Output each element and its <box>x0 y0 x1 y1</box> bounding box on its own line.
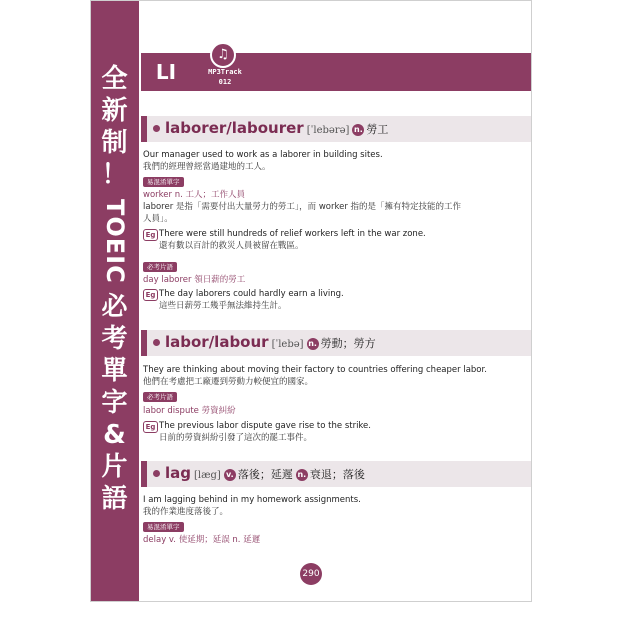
spine-char: ！ <box>101 160 129 190</box>
spine-title <box>93 63 137 515</box>
part-of-speech-badge: n. <box>354 125 363 134</box>
spine-char: 制 <box>101 128 129 158</box>
example-sentence-zh: 我們的經理曾經當過建地的工人。 <box>143 162 271 172</box>
example-badge: Eg <box>143 229 158 241</box>
entry-header-lag <box>141 461 531 487</box>
example-sentence-en: The day laborers could hardly earn a living. <box>159 289 344 299</box>
part-of-speech-badge: n. <box>308 339 317 348</box>
headword <box>165 333 376 351</box>
bullet-icon <box>153 339 160 346</box>
mp3-track-number: 012 <box>218 78 232 86</box>
section-label: LI <box>155 60 177 84</box>
headword-text: labor/labour <box>165 333 269 351</box>
example-badge: Eg <box>143 289 158 301</box>
synonym-tag: 易混淆單字 <box>143 522 184 532</box>
usage-note-line: 人員」。 <box>143 214 173 224</box>
spine-char: 片 <box>101 452 129 482</box>
synonym-tag: 易混淆單字 <box>143 177 184 187</box>
spine-char: 考 <box>101 324 129 354</box>
headword <box>165 119 388 137</box>
headword-text: laborer/labourer <box>165 119 304 137</box>
example-sentence-zh: 他們在考慮把工廠遷到勞動力較便宜的國家。 <box>143 377 314 387</box>
example-sentence-en: The previous labor dispute gave rise to the strike. <box>159 421 371 431</box>
headword-text: lag <box>165 464 192 482</box>
phrase: labor dispute 勞資糾紛 <box>143 406 236 416</box>
spine-band <box>91 1 139 601</box>
mp3-track-label <box>205 67 245 87</box>
entry-header-laborer <box>141 116 531 142</box>
synonym-word: delay v. 使延期；延誤 n. 延遲 <box>143 535 261 545</box>
spine-char: 字 <box>101 388 129 418</box>
phonetic: [læg] <box>194 470 221 481</box>
mp3-label-text: MP3Track <box>208 68 242 76</box>
section-header-band <box>141 53 531 91</box>
spine-char: TOEIC <box>101 198 129 284</box>
gloss: 勞工 <box>366 123 389 136</box>
bullet-icon <box>153 125 160 132</box>
example-sentence-zh: 日前的勞資糾紛引發了這次的罷工事件。 <box>159 433 313 443</box>
spine-char: 全 <box>101 64 129 94</box>
headword <box>165 464 365 482</box>
phonetic: [ˈlebərə] <box>306 125 350 136</box>
gloss: 落後；延遲 <box>237 468 293 481</box>
phrase-tag: 必考片語 <box>143 392 177 402</box>
example-sentence-en: I am lagging behind in my homework assignments. <box>143 495 361 505</box>
synonym-word: worker n. 工人；工作人員 <box>143 190 245 200</box>
phonetic: [ˈlebə] <box>271 339 304 350</box>
example-sentence-en: Our manager used to work as a laborer in building sites. <box>143 150 383 160</box>
part-of-speech-badge: n. <box>297 470 307 479</box>
spine-char: 單 <box>101 356 129 386</box>
gloss: 衰退；落後 <box>309 468 365 481</box>
spine-char: 必 <box>101 292 129 322</box>
example-sentence-zh: 這些日薪勞工幾乎無法維持生計。 <box>159 301 287 311</box>
example-sentence-zh: 還有數以百計的救災人員被留在戰區。 <box>159 241 304 251</box>
usage-note-line: laborer 是指「需要付出大量勞力的勞工」，而 worker 指的是「擁有特定技能的工作 <box>143 202 462 212</box>
example-badge: Eg <box>143 421 158 433</box>
page-number: 290 <box>300 563 322 585</box>
music-note-icon[interactable]: ♫ <box>210 42 236 68</box>
phrase: day laborer 領日薪的勞工 <box>143 275 246 285</box>
example-sentence-zh: 我的作業進度落後了。 <box>143 507 229 517</box>
spine-char: 語 <box>101 484 129 514</box>
spine-char: & <box>103 420 127 450</box>
spine-char: 新 <box>101 96 129 126</box>
phrase-tag: 必考片語 <box>143 262 177 272</box>
example-sentence-en: There were still hundreds of relief workers left in the war zone. <box>159 229 426 239</box>
example-sentence-en: They are thinking about moving their factory to countries offering cheaper labor. <box>143 365 487 375</box>
gloss: 勞動；勞方 <box>320 337 376 350</box>
bullet-icon <box>153 470 160 477</box>
part-of-speech-badge: v. <box>224 469 236 481</box>
book-page <box>90 0 532 602</box>
entry-header-labor <box>141 330 531 356</box>
